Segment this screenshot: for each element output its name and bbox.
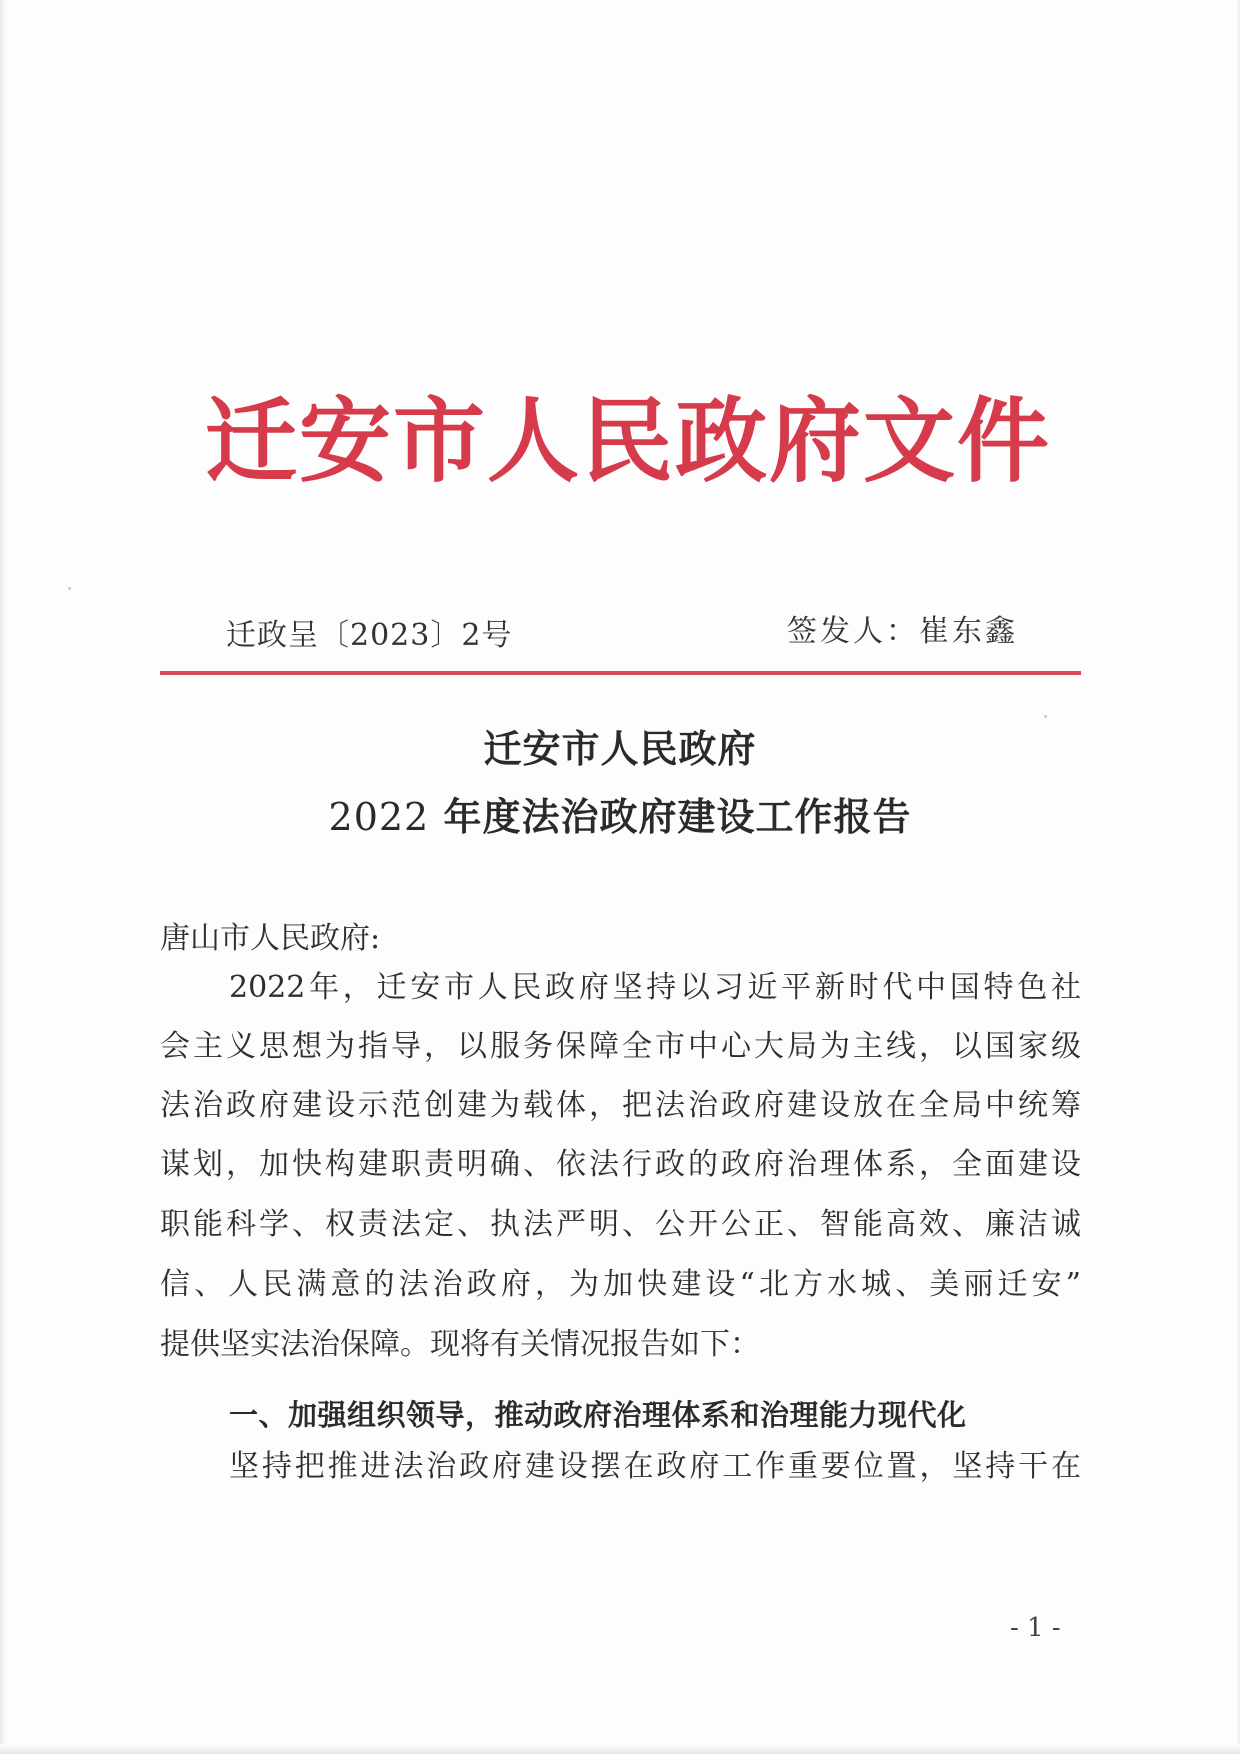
report-title-line-2 — [0, 786, 1240, 841]
paragraph-line: 会主义思想为指导，以服务保障全市中心大局为主线，以国家级 — [160, 1029, 1081, 1064]
paragraph-line: 职能科学、权责法定、执法严明、公开公正、智能高效、廉洁诚 — [160, 1207, 1081, 1242]
signer: 签发人：崔东鑫 — [787, 614, 1018, 649]
scan-edge-right — [1236, 0, 1240, 1754]
page-number: - 1 - — [1010, 1613, 1061, 1643]
paragraph-line: 谋划，加快构建职责明确、依法行政的政府治理体系，全面建设 — [160, 1147, 1081, 1182]
issuing-authority-header: 迁安市人民政府文件 — [205, 387, 1052, 495]
report-title-year: 2022 — [328, 795, 430, 839]
paragraph-line: 法治政府建设示范创建为载体，把法治政府建设放在全局中统筹 — [160, 1088, 1081, 1123]
scan-edge-left — [0, 0, 6, 1754]
scan-speck — [68, 587, 71, 590]
salutation: 唐山市人民政府: — [160, 921, 381, 956]
paragraph-line: 坚持把推进法治政府建设摆在政府工作重要位置，坚持干在 — [229, 1449, 1081, 1484]
paragraph-line: 提供坚实法治保障。现将有关情况报告如下： — [160, 1327, 760, 1362]
paragraph-line: 信、人民满意的法治政府，为加快建设“北方水城、美丽迁安” — [160, 1267, 1081, 1302]
scan-edge-bottom — [0, 1744, 1240, 1754]
paragraph-line: 2022年，迁安市人民政府坚持以习近平新时代中国特色社 — [229, 970, 1081, 1005]
section-heading: 一、加强组织领导，推动政府治理体系和治理能力现代化 — [229, 1398, 967, 1432]
report-title-text: 年度法治政府建设工作报告 — [443, 794, 912, 839]
report-title-line-1: 迁安市人民政府 — [483, 726, 757, 771]
red-separator-line — [160, 671, 1081, 675]
document-number: 迁政呈〔2023〕2号 — [226, 618, 513, 653]
